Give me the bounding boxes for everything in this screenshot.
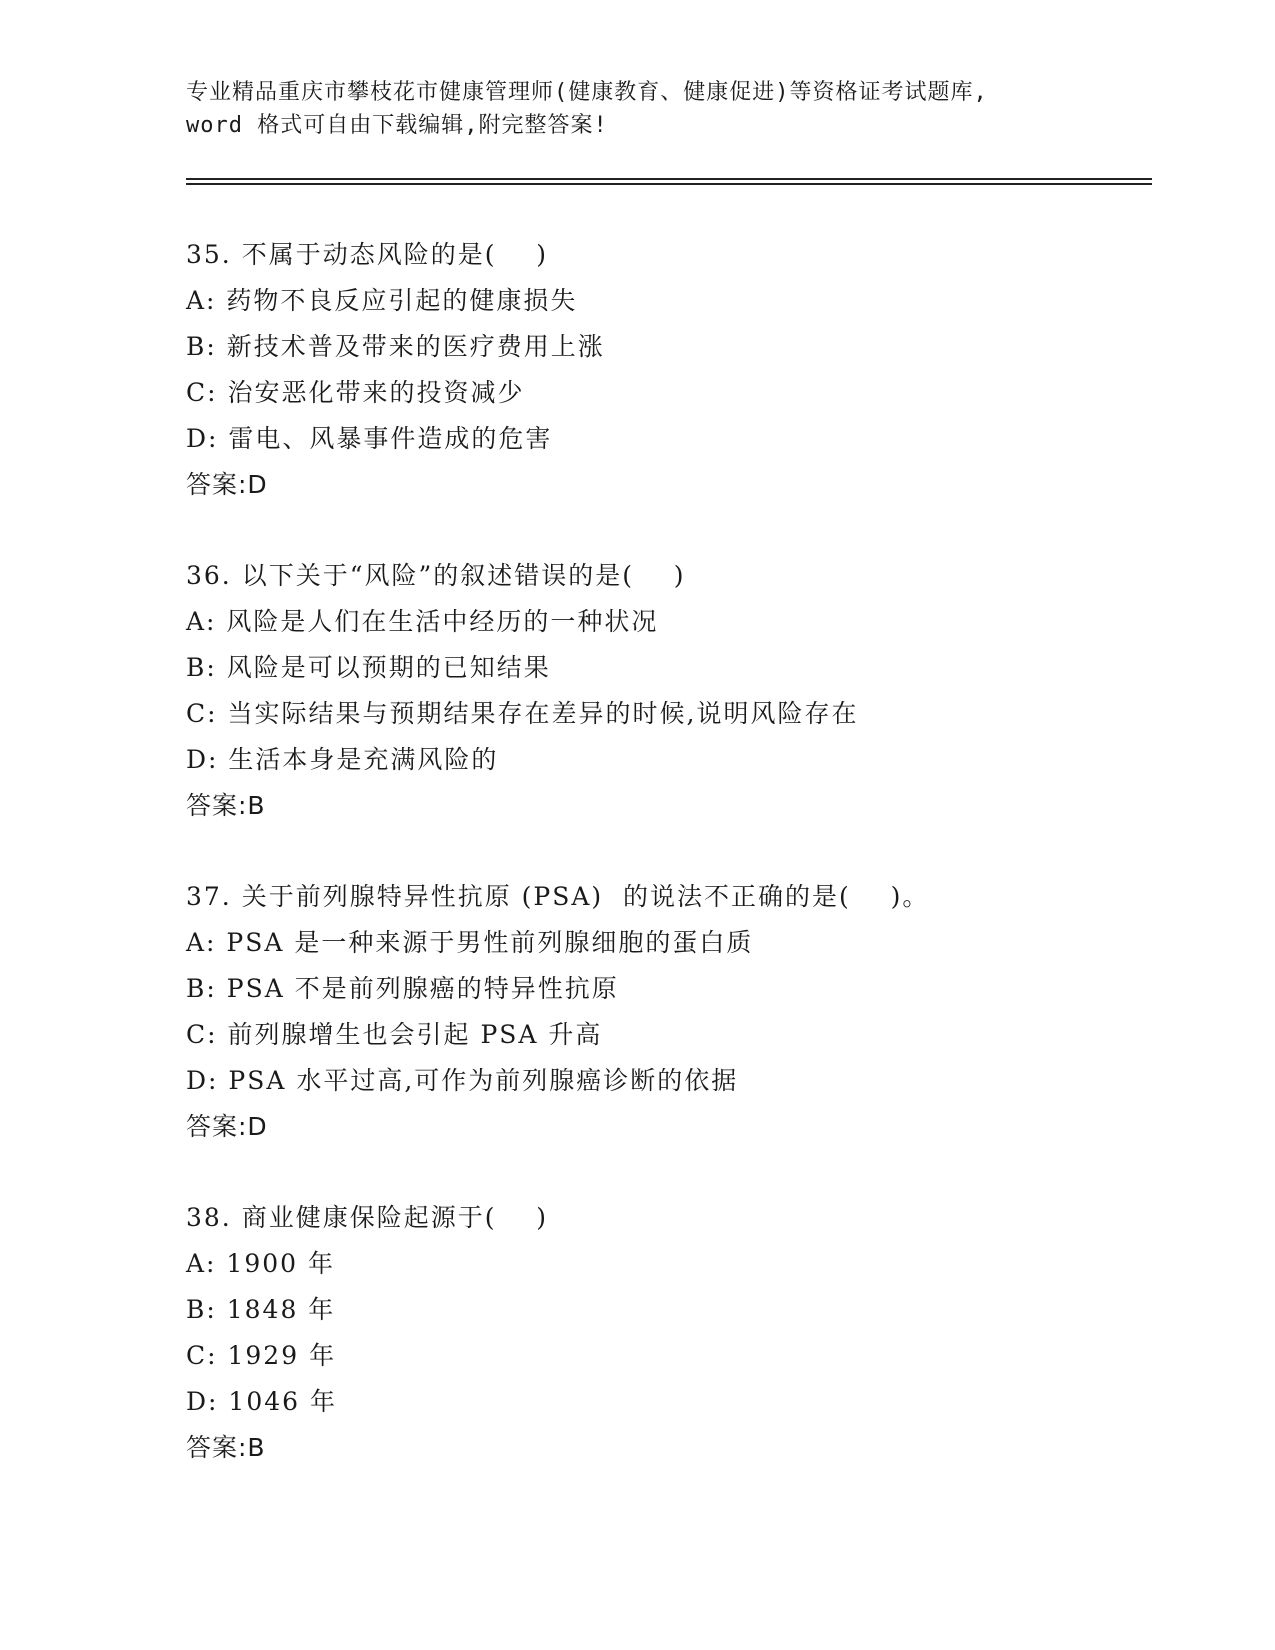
option-c: C: 当实际结果与预期结果存在差异的时候,说明风险存在 (186, 699, 859, 728)
document-header (186, 76, 1086, 142)
option-a: A: PSA 是一种来源于男性前列腺细胞的蛋白质 (186, 928, 754, 957)
header-line-1: 专业精品重庆市攀枝花市健康管理师(健康教育、健康促进)等资格证考试题库, (186, 80, 988, 105)
option-d: D: 生活本身是充满风险的 (186, 745, 499, 774)
question-stem: 37. 关于前列腺特异性抗原 (PSA) 的说法不正确的是( )。 (186, 882, 930, 911)
question-stem: 36. 以下关于“风险”的叙述错误的是( ) (186, 561, 686, 590)
question-38 (186, 1195, 1166, 1516)
option-b: B: 1848 年 (186, 1295, 336, 1324)
question-37 (186, 874, 1166, 1195)
question-stem: 35. 不属于动态风险的是( ) (186, 240, 548, 269)
option-a: A: 风险是人们在生活中经历的一种状况 (186, 607, 659, 636)
option-a: A: 药物不良反应引起的健康损失 (186, 286, 578, 315)
header-divider-bottom (186, 183, 1152, 185)
option-b: B: 风险是可以预期的已知结果 (186, 653, 551, 682)
option-c: C: 1929 年 (186, 1341, 337, 1370)
option-c: C: 前列腺增生也会引起 PSA 升高 (186, 1020, 603, 1049)
header-divider-top (186, 178, 1152, 180)
option-d: D: 1046 年 (186, 1387, 337, 1416)
answer-label: 答案:B (186, 791, 266, 820)
answer-label: 答案:B (186, 1433, 266, 1462)
header-line-2: word 格式可自由下载编辑,附完整答案! (186, 113, 608, 138)
option-d: D: PSA 水平过高,可作为前列腺癌诊断的依据 (186, 1066, 739, 1095)
question-36 (186, 553, 1166, 874)
option-b: B: 新技术普及带来的医疗费用上涨 (186, 332, 605, 361)
question-35 (186, 232, 1166, 553)
option-d: D: 雷电、风暴事件造成的危害 (186, 424, 553, 453)
option-a: A: 1900 年 (186, 1249, 335, 1278)
option-c: C: 治安恶化带来的投资减少 (186, 378, 525, 407)
answer-label: 答案:D (186, 470, 268, 499)
question-list (186, 232, 1166, 1516)
answer-label: 答案:D (186, 1112, 268, 1141)
question-stem: 38. 商业健康保险起源于( ) (186, 1203, 548, 1232)
option-b: B: PSA 不是前列腺癌的特异性抗原 (186, 974, 619, 1003)
